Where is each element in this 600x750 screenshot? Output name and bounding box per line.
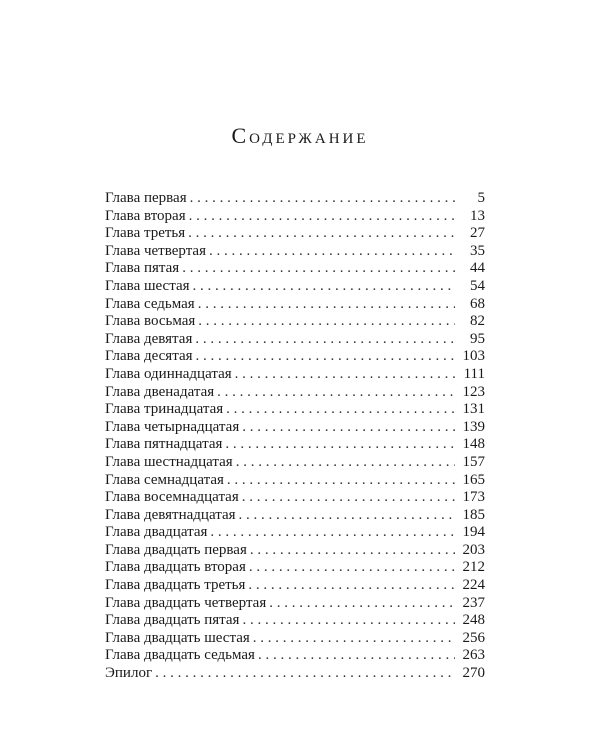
toc-entry-label: Глава двадцатая: [105, 524, 208, 541]
toc-entry-label: Глава одиннадцатая: [105, 365, 232, 382]
toc-entry-label: Глава седьмая: [105, 295, 195, 312]
toc-entry-page-number: 224: [462, 577, 485, 594]
toc-entry-label: Глава шестая: [105, 277, 190, 294]
toc-entry-page-number: 13: [470, 207, 485, 224]
toc-entry-label: Глава двенадатая: [105, 383, 215, 400]
toc-list: [105, 190, 485, 683]
toc-entry-page-number: 123: [462, 383, 485, 400]
toc-dot-leader: [249, 559, 455, 577]
toc-dot-leader: [198, 296, 455, 314]
toc-entry-page-number: 111: [463, 365, 485, 382]
toc-entry: [105, 348, 485, 366]
toc-dot-leader: [155, 665, 455, 683]
toc-entry: [105, 507, 485, 525]
toc-entry: [105, 190, 485, 208]
toc-dot-leader: [196, 348, 456, 366]
toc-entry: [105, 331, 485, 349]
toc-entry: [105, 454, 485, 472]
toc-entry-page-number: 82: [470, 313, 485, 330]
toc-dot-leader: [242, 419, 455, 437]
toc-dot-leader: [189, 208, 455, 226]
toc-entry-label: Глава двадцать седьмая: [105, 647, 255, 664]
toc-dot-leader: [250, 542, 455, 560]
toc-entry: [105, 225, 485, 243]
toc-entry-page-number: 44: [470, 260, 485, 277]
toc-entry: [105, 595, 485, 613]
toc-entry-page-number: 103: [462, 348, 485, 365]
toc-entry-page-number: 95: [470, 330, 485, 347]
toc-entry-page-number: 131: [462, 401, 485, 418]
toc-entry-label: Глава пятая: [105, 260, 180, 277]
toc-entry-label: Глава восемнадцатая: [105, 489, 239, 506]
toc-entry-page-number: 212: [462, 559, 485, 576]
toc-entry-page-number: 68: [470, 295, 485, 312]
toc-entry-label: Глава вторая: [105, 207, 186, 224]
toc-entry: [105, 296, 485, 314]
toc-entry-label: Глава двадцать третья: [105, 577, 246, 594]
toc-entry: [105, 647, 485, 665]
toc-dot-leader: [226, 401, 455, 419]
toc-title: Содержание: [231, 123, 369, 148]
toc-entry: [105, 524, 485, 542]
toc-entry-page-number: 237: [462, 594, 485, 611]
toc-entry-label: Глава девятнадцатая: [105, 506, 236, 523]
toc-dot-leader: [227, 472, 455, 490]
toc-dot-leader: [253, 630, 455, 648]
toc-entry-label: Глава двадцать первая: [105, 541, 247, 558]
toc-entry: [105, 472, 485, 490]
toc-entry: [105, 260, 485, 278]
toc-entry-page-number: 185: [462, 506, 485, 523]
toc-dot-leader: [209, 243, 455, 261]
toc-entry-page-number: 263: [462, 647, 485, 664]
toc-entry: [105, 436, 485, 454]
toc-entry-page-number: 194: [462, 524, 485, 541]
toc-entry: [105, 384, 485, 402]
toc-entry-page-number: 203: [462, 541, 485, 558]
toc-entry: [105, 577, 485, 595]
toc-entry-label: Глава семнадцатая: [105, 471, 224, 488]
toc-entry-label: Глава четвертая: [105, 242, 206, 259]
toc-dot-leader: [193, 278, 455, 296]
toc-entry: [105, 208, 485, 226]
toc-entry-label: Глава двадцать шестая: [105, 629, 250, 646]
toc-dot-leader: [258, 647, 455, 665]
toc-entry-page-number: 5: [477, 190, 485, 206]
toc-entry-label: Глава третья: [105, 225, 186, 242]
toc-entry: [105, 419, 485, 437]
toc-dot-leader: [198, 313, 455, 331]
toc-dot-leader: [235, 366, 455, 384]
toc-entry-page-number: 270: [462, 665, 485, 682]
toc-dot-leader: [242, 612, 455, 630]
toc-entry: [105, 630, 485, 648]
toc-entry: [105, 243, 485, 261]
toc-entry: [105, 559, 485, 577]
toc-entry: [105, 278, 485, 296]
toc-entry-label: Глава первая: [105, 190, 187, 206]
toc-entry-page-number: 157: [462, 453, 485, 470]
toc-dot-leader: [239, 507, 455, 525]
toc-entry-page-number: 173: [462, 489, 485, 506]
toc-dot-leader: [242, 489, 455, 507]
toc-dot-leader: [182, 260, 455, 278]
toc-entry: [105, 313, 485, 331]
toc-entry: [105, 401, 485, 419]
toc-entry-label: Глава двадцать пятая: [105, 612, 240, 629]
toc-dot-leader: [188, 225, 455, 243]
toc-entry-label: Глава девятая: [105, 330, 193, 347]
toc-dot-leader: [210, 524, 455, 542]
toc-dot-leader: [269, 595, 455, 613]
toc-entry-label: Глава двадцать четвертая: [105, 594, 267, 611]
toc-entry-page-number: 148: [462, 436, 485, 453]
toc-entry-page-number: 54: [470, 277, 485, 294]
toc-entry-page-number: 248: [462, 612, 485, 629]
toc-entry-label: Глава четырнадцатая: [105, 418, 240, 435]
toc-dot-leader: [190, 190, 455, 208]
toc-dot-leader: [195, 331, 455, 349]
toc-dot-leader: [236, 454, 455, 472]
toc-entry: [105, 612, 485, 630]
toc-entry-label: Глава пятнадцатая: [105, 436, 223, 453]
toc-entry: [105, 489, 485, 507]
toc-entry-label: Глава шестнадцатая: [105, 453, 233, 470]
toc-entry-label: Глава восьмая: [105, 313, 196, 330]
toc-entry-page-number: 27: [470, 225, 485, 242]
toc-entry-page-number: 165: [462, 471, 485, 488]
toc-entry-page-number: 35: [470, 242, 485, 259]
toc-entry: [105, 665, 485, 683]
toc-dot-leader: [225, 436, 455, 454]
toc-entry-label: Глава тринадцатая: [105, 401, 224, 418]
toc-dot-leader: [248, 577, 455, 595]
toc-entry-page-number: 256: [462, 629, 485, 646]
toc-entry-page-number: 139: [462, 418, 485, 435]
toc-entry-label: Глава десятая: [105, 348, 193, 365]
toc-entry: [105, 542, 485, 560]
toc-entry: [105, 366, 485, 384]
toc-entry-label: Глава двадцать вторая: [105, 559, 246, 576]
toc-dot-leader: [217, 384, 455, 402]
toc-entry-label: Эпилог: [105, 665, 153, 682]
